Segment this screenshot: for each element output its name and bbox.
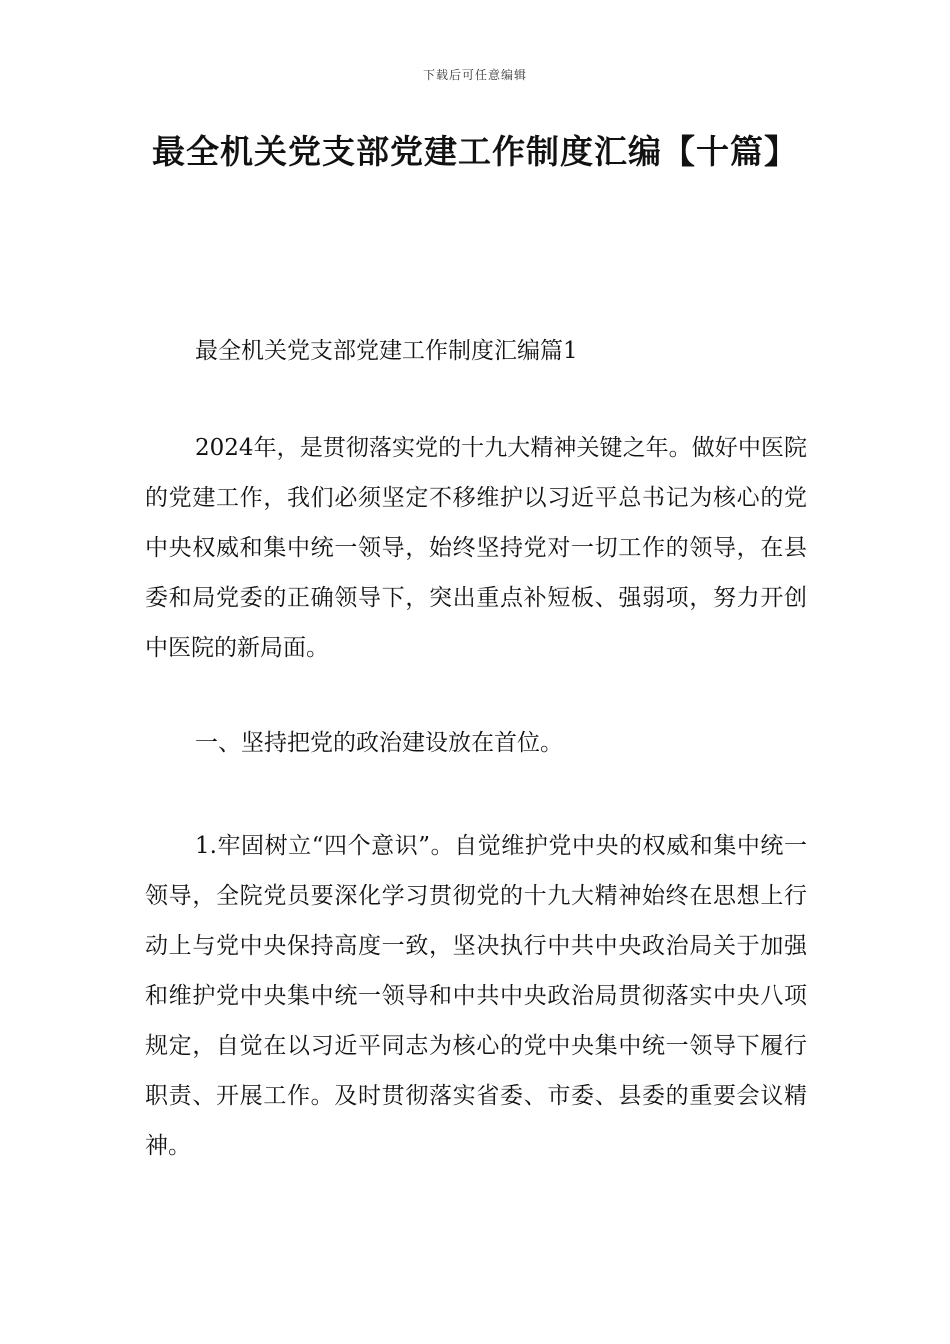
paragraph-intro: 2024年，是贯彻落实党的十九大精神关键之年。做好中医院的党建工作，我们必须坚定不移维护以习近平总书记为核心的党中央权威和集中统一领导，始终坚持党对一切工作的领导，在县委和局党委的正确领导下，突出重点补短板、强弱项，努力开创中医院的新局面。 [145, 435, 807, 661]
document-title: 最全机关党支部党建工作制度汇编【十篇】 [152, 132, 798, 171]
paragraph-item-1: 1.牢固树立“四个意识”。自觉维护党中央的权威和集中统一领导，全院党员要深化学习贯彻党的十九大精神始终在思想上行动上与党中央保持高度一致，坚决执行中共中央政治局关于加强和维护党中央集中统一领导和中共中央政治局贯彻落实中央八项规定，自觉在以习近平同志为核心的党中央集中统一领导下履行职责、开展工作。及时贯彻落实省委、市委、县委的重要会议精神。 [145, 833, 807, 1159]
download-note: 下载后可任意编辑 [422, 68, 527, 82]
section-heading-1: 一、坚持把党的政治建设放在首位。 [195, 730, 563, 756]
section-subheading: 最全机关党支部党建工作制度汇编篇1 [195, 338, 578, 364]
